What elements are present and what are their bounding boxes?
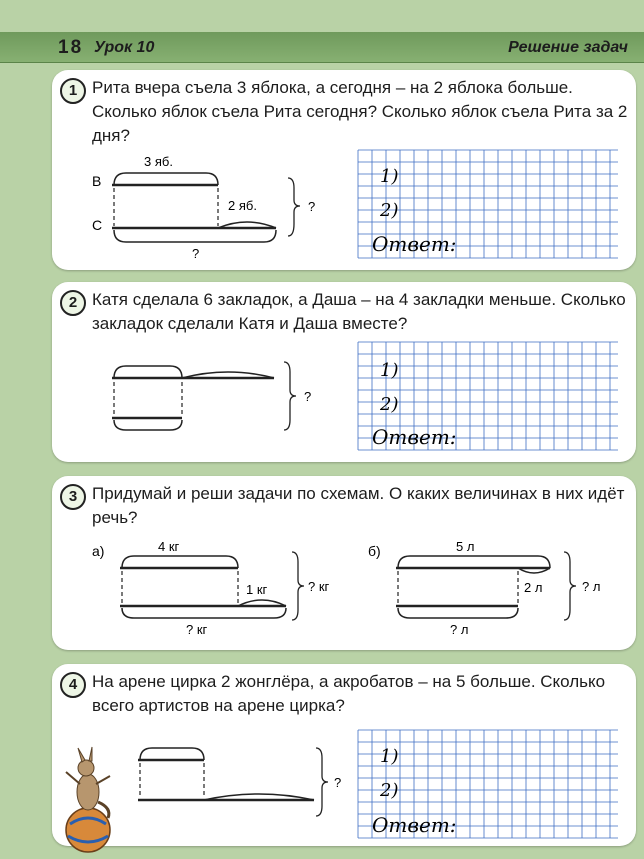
extra-value-label: 2 яб. <box>228 198 257 213</box>
problem-3-schemes <box>52 476 636 650</box>
answer-grid-1[interactable] <box>358 150 618 258</box>
step-2-label: 2) <box>380 200 399 221</box>
problem-3-text: Придумай и реши задачи по схемам. О каких величинах в них идёт речь? <box>92 484 625 527</box>
scheme-b-extra-label: 2 л <box>524 580 543 595</box>
total-value-label: ? <box>334 775 342 790</box>
scheme-b-top-label: 5 л <box>456 539 475 554</box>
total-value-label: ? <box>308 199 316 214</box>
problem-1-number: 1 <box>60 78 86 104</box>
answer-label: Ответ: <box>372 813 457 837</box>
problem-2-scheme <box>52 282 636 462</box>
problem-2-text: Катя сделала 6 закладок, а Даша – на 4 закладки меньше. Сколько закладок сделали Катя и Даша вместе? <box>92 290 626 333</box>
page-number: 18 <box>58 37 84 58</box>
scheme-a-total-label: ? кг <box>308 579 330 594</box>
answer-label: Ответ: <box>372 425 457 449</box>
row-b-label: В <box>92 173 102 189</box>
bottom-arc <box>114 420 182 430</box>
problem-1-scheme <box>52 70 636 270</box>
total-value-label: ? <box>304 389 312 404</box>
problem-1-card <box>52 70 636 270</box>
topic-title: Решение задач <box>508 39 628 56</box>
page-header <box>0 32 644 63</box>
problem-4-card <box>52 664 636 846</box>
scheme-b-tag: б) <box>368 543 381 559</box>
answer-label: Ответ: <box>372 232 457 256</box>
problem-4-scheme <box>52 664 636 846</box>
row-c-label: С <box>92 217 103 233</box>
answer-grid-2[interactable] <box>358 342 618 450</box>
step-1-label: 1) <box>380 746 399 767</box>
scheme-a-bottom-arc <box>122 608 286 618</box>
scheme-a-top-label: 4 кг <box>158 539 180 554</box>
scheme-a-top-arc <box>122 556 238 568</box>
total-brace <box>316 748 328 816</box>
total-brace <box>284 362 296 430</box>
scheme-a-bottom-label: ? кг <box>186 622 208 637</box>
top-value-label: 3 яб. <box>144 154 173 169</box>
top-arc <box>114 366 182 378</box>
problem-3-card <box>52 476 636 650</box>
step-1-label: 1) <box>380 166 399 187</box>
answer-grid-4[interactable] <box>358 730 618 838</box>
step-2-label: 2) <box>380 394 399 415</box>
top-arc <box>114 173 218 185</box>
problem-4-text: На арене цирка 2 жонглёра, а акробатов – на 5 больше. Сколько всего артистов на арене цирка? <box>92 672 606 715</box>
kangaroo-on-ball-icon <box>62 742 114 854</box>
problem-3-number: 3 <box>60 484 86 510</box>
scheme-b-bottom-arc <box>398 608 518 618</box>
scheme-b-bottom-label: ? л <box>450 622 469 637</box>
scheme-a-total-brace <box>292 552 304 620</box>
lesson-title: Урок 10 <box>94 39 155 56</box>
scheme-a-tag: а) <box>92 543 105 559</box>
problem-4-number: 4 <box>60 672 86 698</box>
problem-2-number: 2 <box>60 290 86 316</box>
problem-1-text: Рита вчера съела 3 яблока, а сегодня – на 2 яблока больше. Сколько яблок съела Рита сегодня? Сколько яблок съела Рита за 2 дня? <box>92 78 628 145</box>
bottom-arc <box>114 230 276 242</box>
top-arc <box>140 748 204 760</box>
scheme-b-total-label: ? л <box>582 579 601 594</box>
total-brace <box>288 178 300 236</box>
scheme-b-top-arc <box>398 556 550 568</box>
step-1-label: 1) <box>380 360 399 381</box>
scheme-b-total-brace <box>564 552 576 620</box>
bottom-value-label: ? <box>192 246 200 261</box>
problem-2-card <box>52 282 636 462</box>
scheme-a-extra-label: 1 кг <box>246 582 268 597</box>
step-2-label: 2) <box>380 780 399 801</box>
